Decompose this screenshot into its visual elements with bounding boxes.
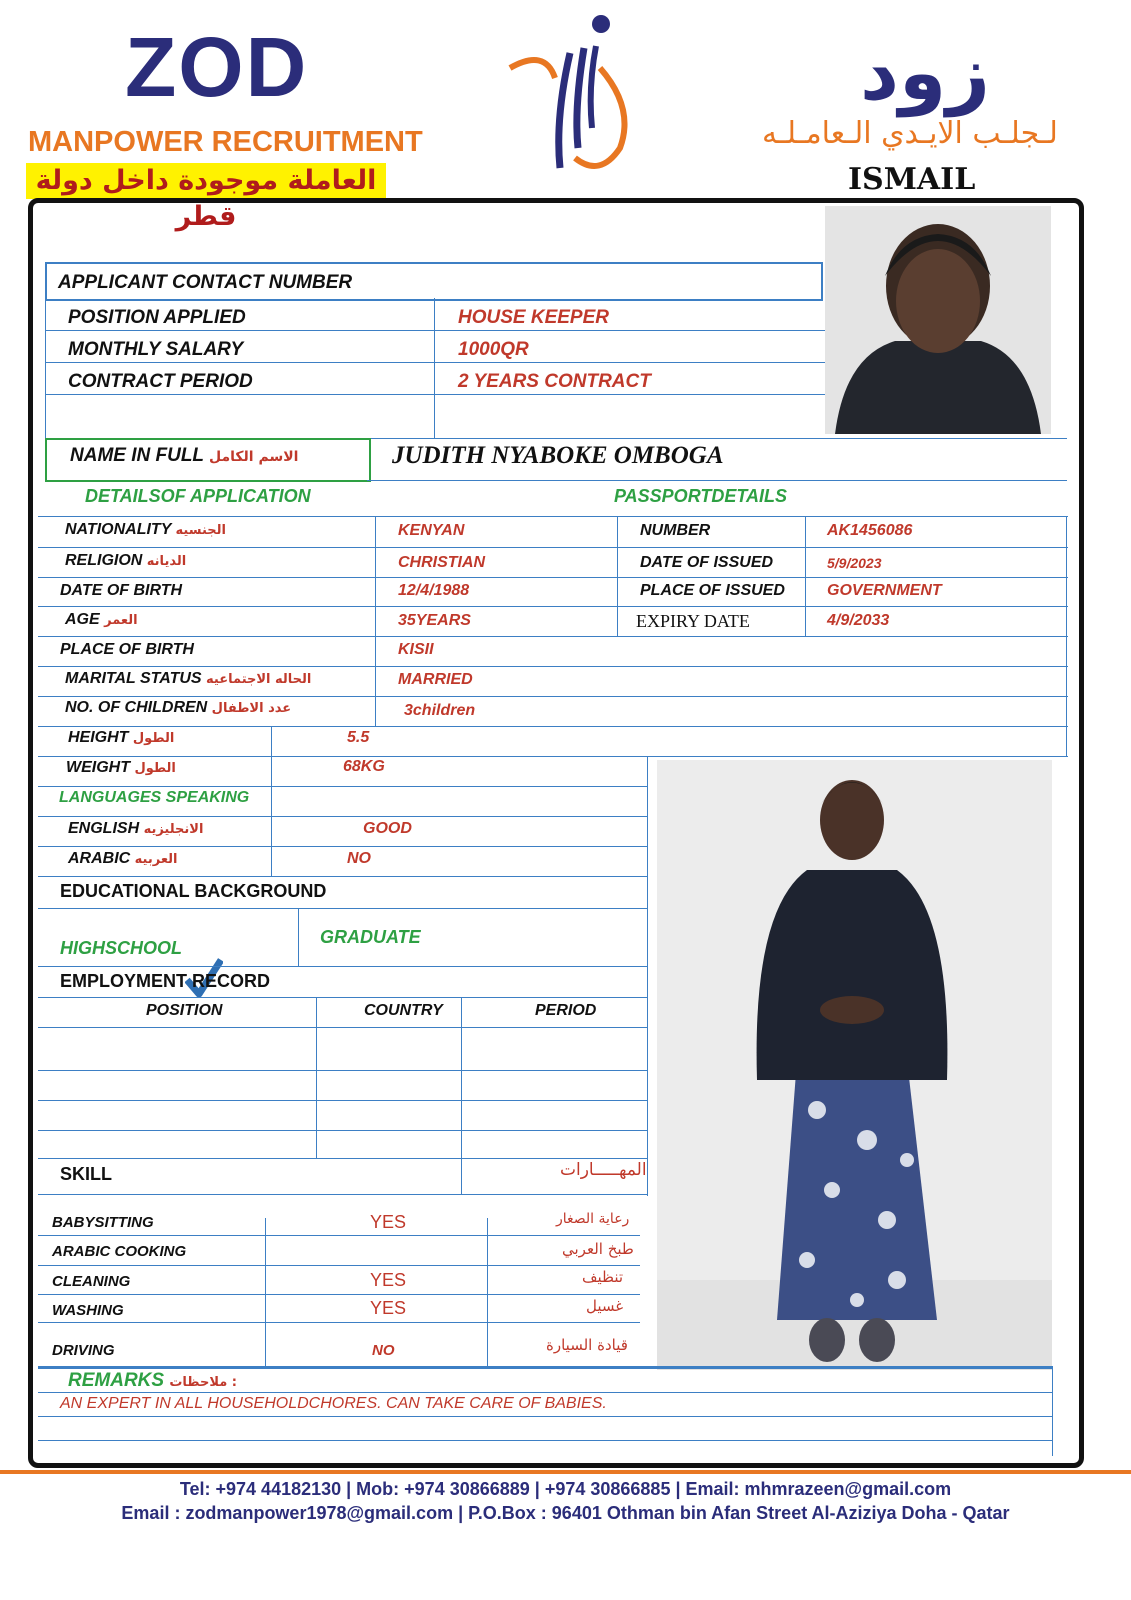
- skill-cleaning-ar: تنظيف: [582, 1268, 624, 1286]
- skill-washing-ar: غسيل: [586, 1297, 624, 1315]
- passport-number: AK1456086: [827, 522, 913, 539]
- religion-value: CHRISTIAN: [398, 554, 486, 571]
- skill-heading: SKILL: [60, 1164, 112, 1184]
- contract-label: CONTRACT PERIOD: [68, 371, 253, 392]
- name-label-en: NAME IN FULL: [70, 445, 204, 466]
- agent-name: ISMAIL: [848, 162, 976, 197]
- skill-cleaning-label: CLEANING: [52, 1273, 131, 1290]
- portrait-photo: [825, 206, 1051, 434]
- height-label: HEIGHT الطول: [68, 729, 175, 746]
- salary-value: 1000QR: [458, 339, 529, 360]
- passport-heading: PASSPORTDETAILS: [614, 486, 788, 506]
- weight-value: 68KG: [343, 758, 385, 775]
- skill-heading-ar: المهـــــارات: [560, 1160, 647, 1180]
- skill-washing-value: YES: [370, 1298, 407, 1318]
- dob-label: DATE OF BIRTH: [60, 582, 183, 599]
- col-position: POSITION: [146, 1002, 223, 1019]
- contact-label: APPLICANT CONTACT NUMBER: [58, 272, 353, 293]
- education-level: HIGHSCHOOL: [60, 938, 183, 958]
- place-issued-label: PLACE OF ISSUED: [640, 582, 785, 599]
- arabic-label: ARABIC العربيه: [68, 850, 178, 867]
- skill-driving-label: DRIVING: [52, 1342, 115, 1359]
- age-value: 35YEARS: [398, 612, 471, 629]
- expiry-date: 4/9/2033: [827, 612, 890, 629]
- position-label: POSITION APPLIED: [68, 307, 246, 328]
- pob-label: PLACE OF BIRTH: [60, 641, 194, 658]
- education-status: GRADUATE: [320, 927, 421, 947]
- passport-number-label: NUMBER: [640, 522, 711, 539]
- english-value: GOOD: [363, 820, 412, 837]
- arabic-tagline: لـجلـب الايـدي الـعامـلـه: [762, 116, 1058, 151]
- dob-value: 12/4/1988: [398, 582, 470, 599]
- contract-value: 2 YEARS CONTRACT: [458, 371, 651, 392]
- salary-label: MONTHLY SALARY: [68, 339, 244, 360]
- employment-heading: EMPLOYMENT RECORD: [60, 971, 271, 991]
- logo-icon: [500, 8, 640, 178]
- marital-value: MARRIED: [398, 671, 473, 688]
- skill-cooking-label: ARABIC COOKING: [52, 1243, 187, 1260]
- skill-babysitting-value: YES: [370, 1212, 407, 1232]
- english-label: ENGLISH الانجليزيه: [68, 820, 204, 837]
- skill-babysitting-label: BABYSITTING: [52, 1214, 154, 1231]
- footer-rule: [0, 1470, 1131, 1474]
- remarks-label: REMARKS ملاحظات :: [68, 1370, 237, 1391]
- nationality-value: KENYAN: [398, 522, 465, 539]
- arabic-banner: العاملة موجودة داخل دولة قطر: [26, 163, 386, 199]
- brand-subtitle: MANPOWER RECRUITMENT: [28, 126, 423, 158]
- marital-label: MARITAL STATUS الحاله الاجتماعيه: [65, 670, 312, 687]
- pob-value: KISII: [398, 641, 434, 658]
- name-label: [70, 445, 298, 467]
- skill-driving-ar: قيادة السيارة: [546, 1336, 628, 1354]
- children-value: 3children: [404, 702, 476, 719]
- children-label: NO. OF CHILDREN عدد الاطفال: [65, 699, 292, 716]
- skill-driving-value: NO: [372, 1342, 395, 1359]
- col-period: PERIOD: [535, 1002, 597, 1019]
- nationality-label: NATIONALITY الجنسيه: [65, 521, 226, 538]
- col-country: COUNTRY: [364, 1002, 443, 1019]
- footer-line-1: Tel: +974 44182130 | Mob: +974 30866889 | +974 30866885 | Email: mhmrazeen@gmail.com: [179, 1479, 952, 1499]
- skill-washing-label: WASHING: [52, 1302, 124, 1319]
- date-issued-label: DATE OF ISSUED: [640, 554, 774, 571]
- name-label-ar: الاسم الكامل: [208, 449, 299, 465]
- place-issued: GOVERNMENT: [827, 582, 942, 599]
- position-value: HOUSE KEEPER: [458, 307, 609, 328]
- expiry-label: EXPIRY DATE: [636, 611, 750, 631]
- skill-cleaning-value: YES: [370, 1270, 407, 1290]
- religion-label: RELIGION الديانه: [65, 552, 187, 569]
- full-body-photo: [657, 760, 1052, 1370]
- remarks-text: AN EXPERT IN ALL HOUSEHOLDCHORES. CAN TAKE CARE OF BABIES.: [60, 1395, 607, 1412]
- arabic-brand: زود: [860, 28, 990, 117]
- education-heading: EDUCATIONAL BACKGROUND: [60, 881, 327, 901]
- brand-logo-text: ZOD: [125, 20, 309, 114]
- date-issued: 5/9/2023: [827, 555, 882, 571]
- height-value: 5.5: [347, 729, 370, 746]
- footer-line-2: Email : zodmanpower1978@gmail.com | P.O.Box : 96401 Othman bin Afan Street Al-Aziziya Doha - Qatar: [121, 1503, 1010, 1523]
- details-heading: DETAILSOF APPLICATION: [85, 486, 311, 506]
- age-label: AGE العمر: [65, 611, 138, 628]
- arabic-value: NO: [347, 850, 371, 867]
- skill-cooking-ar: طبخ العربي: [562, 1240, 634, 1258]
- weight-label: WEIGHT الطول: [66, 759, 176, 776]
- full-name: JUDITH NYABOKE OMBOGA: [392, 442, 724, 469]
- languages-heading: LANGUAGES SPEAKING: [59, 789, 250, 806]
- skill-babysitting-ar: رعاية الصغار: [556, 1211, 630, 1227]
